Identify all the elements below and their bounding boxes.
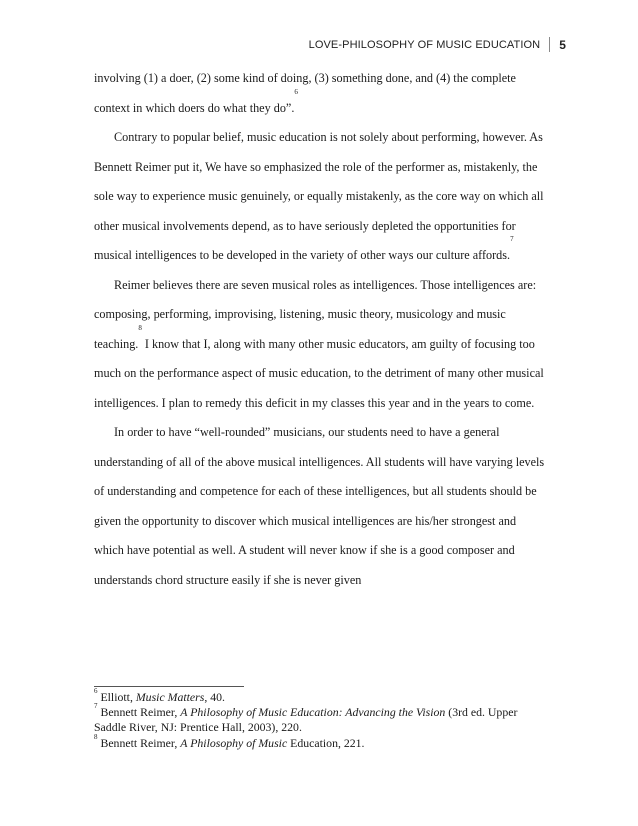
footnotes [94,687,546,751]
note-ref-7: 7 [510,235,514,243]
paragraph-1-text: involving (1) a doer, (2) some kind of doing, (3) something done, and (4) the complete context in which doers do what they do”. [94,71,516,115]
footnote-title: Music Matters [135,690,205,704]
paragraph-1 [94,64,546,123]
note-ref-8: 8 [138,323,142,332]
footnote-text: Education, 221. [287,735,365,750]
page-number: 5 [559,37,566,52]
note-ref-6: 6 [294,87,298,96]
footnote-number: 8 [94,732,98,741]
paragraph-3 [94,271,546,419]
paragraph-2 [94,123,546,271]
body-text [94,64,546,595]
footnote-text: Elliott, [97,690,136,704]
header-divider [549,37,550,52]
footnote-number: 7 [94,702,98,711]
footnote-text: (3rd ed. Upper Saddle River, NJ: Prentice Hall, 2003), 220. [94,705,518,735]
running-title: LOVE-PHILOSOPHY OF MUSIC EDUCATION [308,38,541,51]
paragraph-3-text-b: I know that I, along with many other music educators, am guilty of focusing too much on the performance aspect of music education, to the detriment of many other musical intelligences. I plan to remedy this deficit in my classes this year and in the years to come. [94,336,544,410]
footnote-title: A Philosophy of Music [180,735,288,750]
paragraph-4-text: In order to have “well-rounded” musicians, our students need to have a general understanding of all of the above musical intelligences. All students will have varying levels of understanding and competence for each of these intelligences, but all students should be given the opportunity to discover which musical intelligences are his/her strongest and which have potential as well. A student will never know if she is a good composer and understands chord structure easily if she is never given [94,425,545,587]
footnote-title: A Philosophy of Music Education: Advancing the Vision [180,705,446,720]
footnote-text: Bennett Reimer, [97,705,181,720]
footnote-text: Bennett Reimer, [97,735,181,750]
paragraph-3-text-a: Reimer believes there are seven musical roles as intelligences. Those intelligences are: composing, performing, improvising, listening, music theory, musicology and music teaching. [94,277,537,351]
footnote-separator [94,686,244,687]
paragraph-4 [94,418,546,595]
footnote-8 [94,732,546,751]
running-header [309,37,566,52]
paragraph-2-text: Contrary to popular belief, music education is not solely about performing, however. As Bennett Reimer put it, We have so emphasized the role of the performer as, mistakenly, the sole way to experience music genuinely, or equally mistakenly, as the core way on which all other musical involvements depend, as to have seriously depleted the opportunities for musical intelligences to be developed in the variety of other ways our culture affords. [94,130,544,262]
footnote-text: , 40. [204,690,225,704]
footnote-number: 6 [94,687,98,695]
footnote-6 [94,687,546,705]
footnote-7 [94,702,546,735]
